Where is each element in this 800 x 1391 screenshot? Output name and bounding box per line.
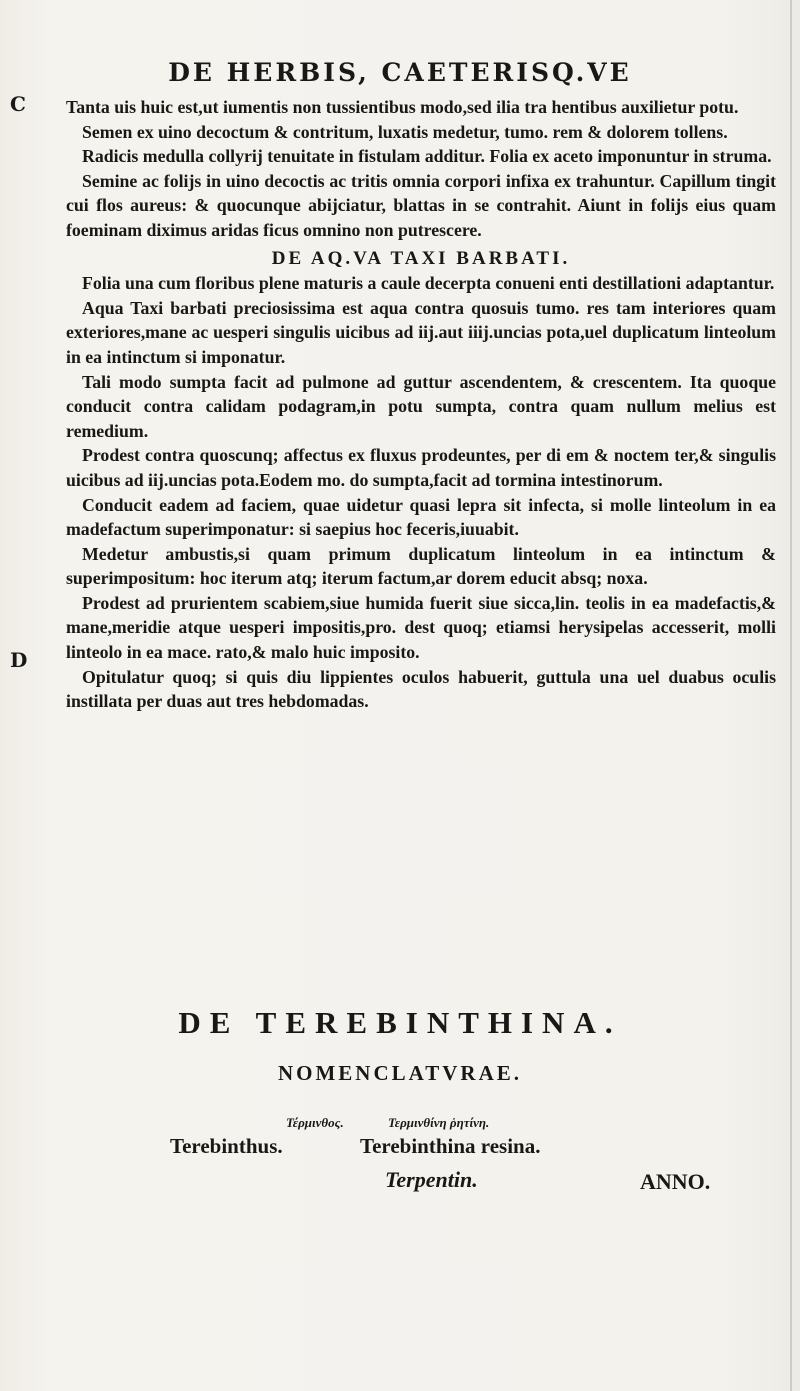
paragraph: Prodest ad prurientem scabiem,siue humida fuerit siue sicca,lin. teolis in ea madefactis,& mane,meridie atque uesperi impositis,pro. dest quoq; etiamsi herysipelas accesserit, molli linteolo in ea mace. rato,& malo huic imposito. <box>66 592 776 663</box>
paragraph: Aqua Taxi barbati preciosissima est aqua contra quosuis tumo. res tam interiores quam exteriores,mane ac uesperi singulis uicibus ad iij.aut iiij.uncias pota,uel duplicatum linteolum in ea intinctum si imponatur. <box>66 297 776 367</box>
body-text <box>66 95 776 714</box>
paragraph: Folia una cum floribus plene maturis a caule decerpta conueni enti destillationi adaptantur. <box>82 273 775 294</box>
running-head: DE HERBIS, CAETERISQ.VE <box>168 58 632 87</box>
paragraph: Radicis medulla collyrij tenuitate in fistulam additur. Folia ex aceto imponuntur in struma. <box>82 146 772 167</box>
paragraph: Conducit eadem ad faciem, quae uidetur quasi lepra sit infecta, si molle linteolum in ea madefactum superimponatur: si saepius hoc feceris,iuuabit. <box>66 494 776 540</box>
section-heading: DE TEREBINTHINA. <box>178 1005 622 1040</box>
paragraph: Opitulatur quoq; si quis diu lippientes oculos habuerit, guttula una uel duabus oculis instillata per duas aut tres hebdomadas. <box>66 666 776 712</box>
catchword: ANNO. <box>640 1169 711 1194</box>
paragraph: Semine ac folijs in uino decoctis ac tritis omnia corpori infixa ex trahuntur. Capillum tingit cui flos aureus: & quocunque abijciatur, blattas in se contrahit. Aiunt in folijs eius quam foeminam diximus aridas ficus omnino non putrescere. <box>66 170 776 240</box>
subsection-heading: DE AQ.VA TAXI BARBATI. <box>271 247 571 269</box>
margin-letter-d: D <box>10 648 28 672</box>
latin-name-1: Terebinthus. <box>170 1134 283 1158</box>
paragraph: Prodest contra quoscunq; affectus ex fluxus prodeuntes, per di em & noctem ter,& singulis uicibus ad iij.uncias pota.Eodem mo. do sumpta,facit ad tormina intestinorum. <box>66 445 776 490</box>
paragraph: Semen ex uino decoctum & contritum, luxatis medetur, tumo. rem & dolorem tollens. <box>82 121 728 142</box>
page-edge <box>790 0 792 1391</box>
paragraph: Tanta uis huic est,ut iumentis non tussientibus modo,sed ilia tra hentibus auxilietur potu. <box>66 97 739 117</box>
nomenclature-heading: NOMENCLATVRAE. <box>277 1061 523 1085</box>
greek-name-2: Τερμινθίνη ῥητίνη. <box>388 1115 490 1130</box>
paragraph: Tali modo sumpta facit ad pulmone ad guttur ascendentem, & crescentem. Ita quoque conducit contra calidam podagram,in potu sumpta, contra quam nullum melius est remedium. <box>66 371 776 441</box>
margin-letter-c: C <box>10 92 26 116</box>
paragraph: Medetur ambustis,si quam primum duplicatum linteolum in ea intinctum & superimpositum: hoc iterum atq; iterum factum,ar dorem educit absq; noxa. <box>66 543 776 589</box>
german-name: Terpentin. <box>385 1167 478 1192</box>
greek-name-1: Τέρμινθος. <box>286 1115 344 1130</box>
latin-name-2: Terebinthina resina. <box>360 1134 541 1158</box>
